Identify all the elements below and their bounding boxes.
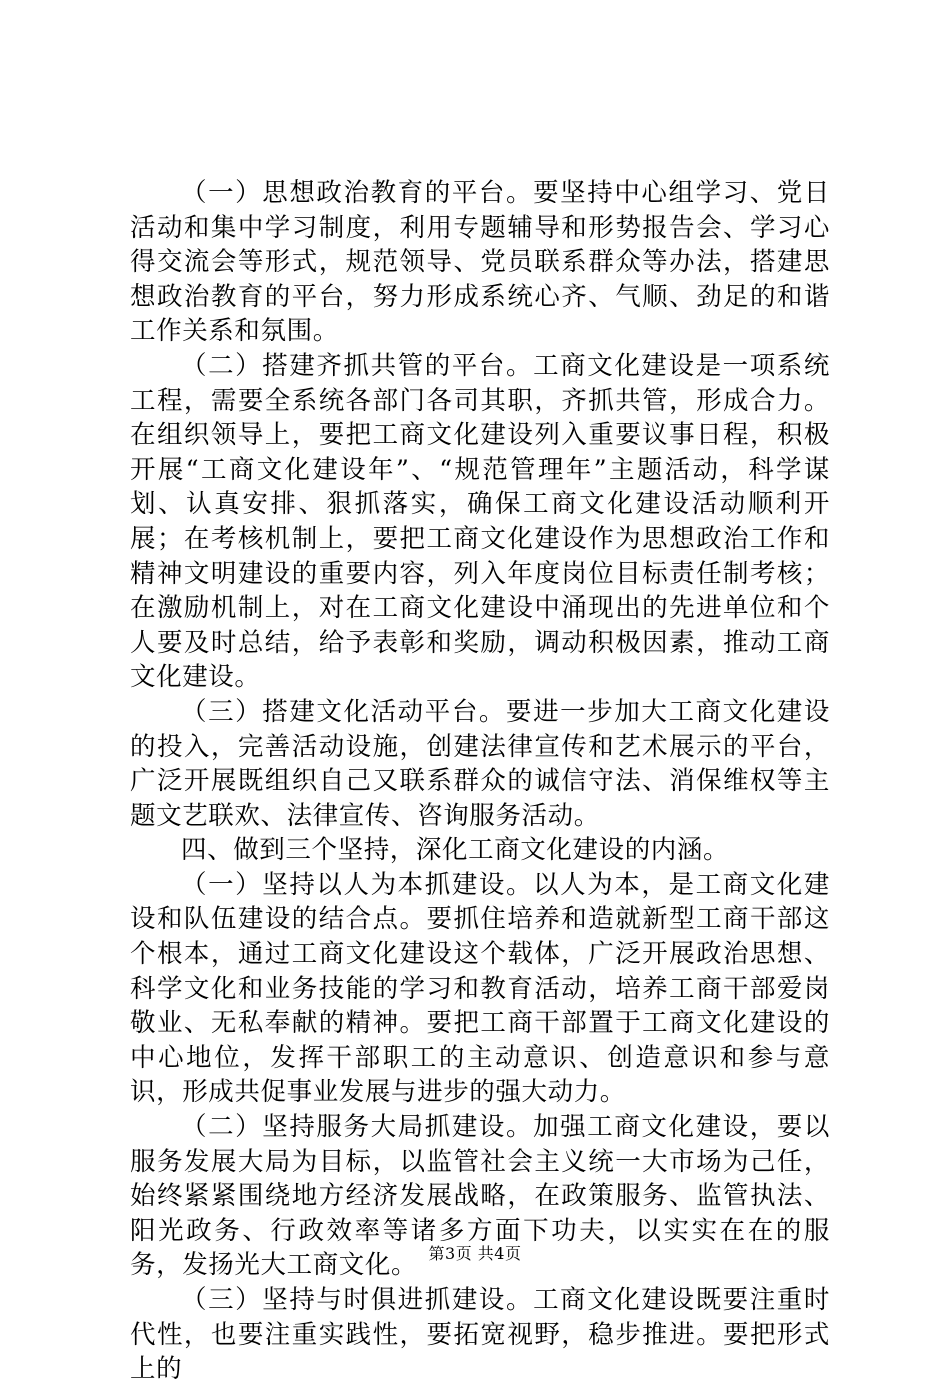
page-number-footer: 第3页 共4页 [428, 1244, 522, 1263]
paragraph-people-oriented: （一）坚持以人为本抓建设。以人为本，是工商文化建设和队伍建设的结合点。要抓住培养和造就新型工商干部这个根本，通过工商文化建设这个载体，广泛开展政治思想、科学文化和业务技能的学习和教育活动，培养工商干部爱岗敬业、无私奉献的精神。要把工商干部置于工商文化建设的中心地位，发挥干部职工的主动意识、创造意识和参与意识，形成共促事业发展与进步的强大动力。 [130, 869, 830, 1108]
paragraph-keep-pace-with-times: （三）坚持与时俱进抓建设。工商文化建设既要注重时代性，也要注重实践性，要拓宽视野，稳步推进。要把形式上的 [130, 1285, 830, 1385]
paragraph-joint-management-platform: （二）搭建齐抓共管的平台。工商文化建设是一项系统工程，需要全系统各部门各司其职，齐抓共管，形成合力。在组织领导上，要把工商文化建设列入重要议事日程，积极开展“工商文化建设年”、“规范管理年”主题活动，科学谋划、认真安排、狠抓落实，确保工商文化建设活动顺利开展；在考核机制上，要把工商文化建设作为思想政治工作和精神文明建设的重要内容，列入年度岗位目标责任制考核；在激励机制上，对在工商文化建设中涌现出的先进单位和个人要及时总结，给予表彰和奖励，调动积极因素，推动工商文化建设。 [130, 350, 830, 693]
section-heading-three-persistences: 四、做到三个坚持，深化工商文化建设的内涵。 [181, 835, 730, 866]
document-body [130, 176, 830, 1387]
paragraph-cultural-activity-platform: （三）搭建文化活动平台。要进一步加大工商文化建设的投入，完善活动设施，创建法律宣传和艺术展示的平台，广泛开展既组织自己又联系群众的诚信守法、消保维权等主题文艺联欢、法律宣传、咨询服务活动。 [130, 696, 830, 831]
paragraph-ideological-education-platform: （一）思想政治教育的平台。要坚持中心组学习、党日活动和集中学习制度，利用专题辅导和形势报告会、学习心得交流会等形式，规范领导、党员联系群众等办法，搭建思想政治教育的平台，努力形成系统心齐、气顺、劲足的和谐工作关系和氛围。 [130, 178, 830, 347]
paragraph-serve-overall-situation: （二）坚持服务大局抓建设。加强工商文化建设，要以服务发展大局为目标，以监管社会主义统一大市场为己任，始终紧紧围绕地方经济发展战略，在政策服务、监管执法、阳光政务、行政效率等诸多方面下功夫，以实实在在的服务，发扬光大工商文化。 [130, 1112, 830, 1281]
